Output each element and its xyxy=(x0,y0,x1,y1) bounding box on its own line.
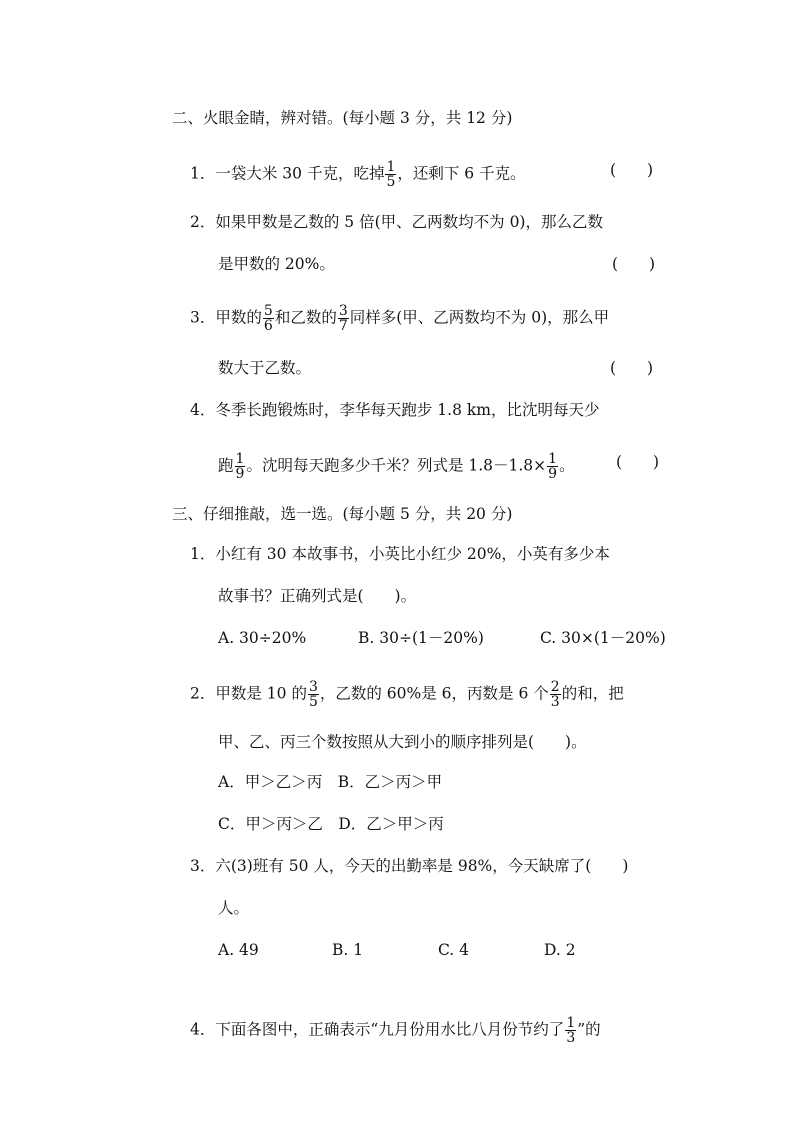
fraction-numerator: 3 xyxy=(308,679,318,695)
question-text: 。沈明每天跑多少千米？列式是 1.8－1.8× xyxy=(246,456,547,475)
answer-blank[interactable]: ( ) xyxy=(616,453,660,471)
question-text: 六(3)班有 50 人，今天的出勤率是 98%，今天缺席了( ) xyxy=(215,857,629,875)
section3-header: 三、仔细推敲，选一选。(每小题 5 分，共 20 分) xyxy=(172,505,513,523)
s3-q4-line1 xyxy=(190,1016,601,1045)
s3-q3-line2: 人。 xyxy=(218,899,250,917)
option-c[interactable]: C. 30×(1－20%) xyxy=(540,629,666,647)
s3-q2-line2: 甲、乙、丙三个数按照从大到小的顺序排列是( )。 xyxy=(218,733,587,751)
question-number: 4． xyxy=(190,401,216,419)
question-text: 跑 xyxy=(218,456,234,475)
question-text: 冬季长跑锻炼时，李华每天跑步 1.8 km，比沈明每天少 xyxy=(215,401,600,419)
fraction-denominator: 9 xyxy=(548,466,558,482)
s3-q2-line1 xyxy=(190,680,624,709)
s2-q4-line1 xyxy=(190,400,599,420)
fraction-numerator: 1 xyxy=(235,451,245,467)
fraction-denominator: 6 xyxy=(263,318,273,334)
answer-blank[interactable]: ( ) xyxy=(610,359,654,377)
s3-q1-line2: 故事书？正确列式是( )。 xyxy=(218,587,417,605)
question-number: 3． xyxy=(190,308,216,327)
fraction-numerator: 1 xyxy=(566,1015,576,1031)
fraction-denominator: 5 xyxy=(386,174,396,190)
question-text: 甲数的 xyxy=(215,308,262,327)
question-text: 一袋大米 30 千克，吃掉 xyxy=(215,164,385,183)
question-number: 1． xyxy=(190,164,216,183)
s3-q3-line1 xyxy=(190,856,628,876)
question-text: 同样多(甲、乙两数均不为 0)，那么甲 xyxy=(349,308,610,327)
s3-q1-line1 xyxy=(190,544,610,564)
answer-blank[interactable]: ( ) xyxy=(612,255,656,273)
s2-q1 xyxy=(190,160,526,189)
fraction-denominator: 3 xyxy=(550,694,560,710)
question-text: ”的 xyxy=(577,1020,601,1039)
fraction-numerator: 3 xyxy=(338,303,348,319)
question-text: 。 xyxy=(559,456,575,475)
fraction-denominator: 7 xyxy=(338,318,348,334)
fraction xyxy=(547,452,558,481)
s2-q4-line2 xyxy=(218,452,575,481)
section2-header: 二、火眼金睛，辨对错。(每小题 3 分，共 12 分) xyxy=(172,109,513,127)
fraction xyxy=(235,452,246,481)
fraction-denominator: 3 xyxy=(566,1030,576,1046)
answer-blank[interactable]: ( ) xyxy=(610,161,654,179)
question-number: 1． xyxy=(190,545,216,563)
question-text: ，还剩下 6 千克。 xyxy=(397,164,526,183)
fraction xyxy=(308,680,319,709)
option-a[interactable]: A. 30÷20% xyxy=(218,629,307,647)
question-number: 3． xyxy=(190,857,216,875)
option-c[interactable]: C. 4 xyxy=(438,941,470,959)
fraction-numerator: 5 xyxy=(263,303,273,319)
question-number: 4． xyxy=(190,1020,216,1039)
s2-q2-line2: 是甲数的 20%。 xyxy=(218,255,335,273)
options-cd[interactable]: C．甲＞丙＞乙 D．乙＞甲＞丙 xyxy=(218,815,444,833)
question-text: ，乙数的 60%是 6，丙数是 6 个 xyxy=(319,684,549,703)
s2-q3-line1 xyxy=(190,304,609,333)
fraction xyxy=(385,160,396,189)
fraction-denominator: 5 xyxy=(308,694,318,710)
option-b[interactable]: B. 1 xyxy=(332,941,364,959)
question-number: 2． xyxy=(190,213,216,231)
fraction-numerator: 2 xyxy=(550,679,560,695)
option-d[interactable]: D. 2 xyxy=(544,941,576,959)
fraction-numerator: 1 xyxy=(548,451,558,467)
question-text: 的和，把 xyxy=(561,684,624,703)
fraction xyxy=(338,304,349,333)
fraction xyxy=(565,1016,576,1045)
question-text: 如果甲数是乙数的 5 倍(甲、乙两数均不为 0)，那么乙数 xyxy=(215,213,603,231)
question-text: 下面各图中，正确表示“九月份用水比八月份节约了 xyxy=(215,1020,565,1039)
question-text: 甲数是 10 的 xyxy=(215,684,307,703)
question-number: 2． xyxy=(190,684,216,703)
fraction xyxy=(263,304,274,333)
fraction-numerator: 1 xyxy=(386,159,396,175)
s2-q3-line2: 数大于乙数。 xyxy=(218,359,312,377)
question-text: 小红有 30 本故事书，小英比小红少 20%，小英有多少本 xyxy=(215,545,610,563)
options-ab[interactable]: A．甲＞乙＞丙 B．乙＞丙＞甲 xyxy=(218,773,443,791)
fraction xyxy=(550,680,561,709)
option-a[interactable]: A. 49 xyxy=(218,941,259,959)
s2-q2-line1 xyxy=(190,212,603,232)
option-b[interactable]: B. 30÷(1－20%) xyxy=(358,629,484,647)
question-text: 和乙数的 xyxy=(274,308,337,327)
fraction-denominator: 9 xyxy=(235,466,245,482)
